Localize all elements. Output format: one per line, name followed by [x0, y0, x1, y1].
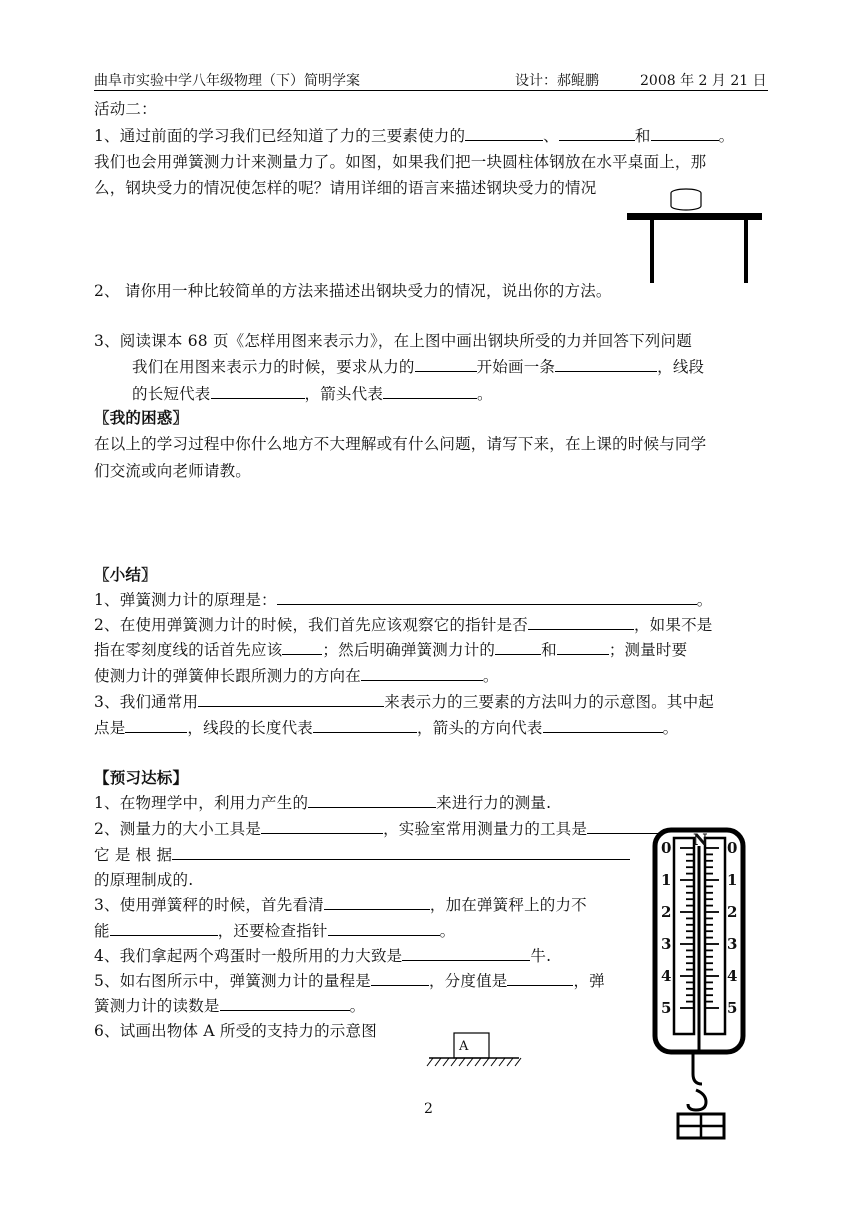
confusion-line2: 们交流或向老师请教。 — [94, 462, 252, 480]
blank[interactable] — [125, 718, 187, 733]
scale-label-right: 0 — [727, 839, 738, 857]
q1-line2: 我们也会用弹簧测力计来测量力了。如图，如果我们把一块圆柱体钢放在水平桌面上，那 — [94, 153, 707, 171]
q1-line3: 么，钢块受力的情况使怎样的呢？请用详细的语言来描述钢块受力的情况 — [94, 179, 597, 197]
scale-label-left: 3 — [661, 935, 672, 953]
scale-label-left: 1 — [661, 871, 672, 889]
summary-1: 1、弹簧测力计的原理是： 。 — [94, 591, 713, 609]
header-title: 曲阜市实验中学八年级物理（下）简明学案 — [94, 73, 360, 89]
preview-heading: 【预习达标】 — [94, 768, 189, 787]
confusion-line1: 在以上的学习过程中你什么地方不大理解或有什么问题，请写下来，在上课的时候与同学 — [94, 435, 707, 453]
q2: 2、 请你用一种比较简单的方法来描述出钢块受力的情况，说出你的方法。 — [94, 282, 612, 300]
preview-4: 4、我们拿起两个鸡蛋时一般所用的力大致是 牛. — [94, 947, 552, 965]
page-number: 2 — [424, 1101, 433, 1117]
blank[interactable] — [383, 384, 477, 399]
blank[interactable] — [211, 384, 305, 399]
blank[interactable] — [308, 793, 436, 808]
summary-2-line2: 指在零刻度线的话首先应该 ；然后明确弹簧测力计的 和 ；测量时要 — [94, 641, 688, 659]
blank[interactable] — [465, 126, 543, 141]
scale-label-right: 3 — [727, 935, 738, 953]
summary-3-line2: 点是 ，线段的长度代表 ，箭头的方向代表 。 — [94, 719, 679, 737]
blank[interactable] — [220, 996, 350, 1011]
preview-2-line1: 2、测量力的大小工具是 ，实验室常用测量力的工具是 — [94, 817, 731, 839]
preview-5-line1: 5、如右图所示中，弹簧测力计的量程是 ，分度值是 ，弹 — [94, 972, 605, 990]
blank[interactable] — [402, 946, 530, 961]
blank[interactable] — [328, 921, 440, 936]
header-rule — [94, 90, 768, 91]
scale-label-right: 4 — [727, 967, 738, 985]
blank[interactable] — [555, 357, 657, 372]
blank[interactable] — [651, 126, 719, 141]
preview-6: 6、试画出物体 A 所受的支持力的示意图 — [94, 1022, 377, 1040]
scale-unit: N — [693, 830, 708, 849]
blank[interactable] — [495, 640, 541, 655]
scale-label-left: 4 — [661, 967, 672, 985]
blank[interactable] — [543, 718, 663, 733]
blank[interactable] — [172, 845, 630, 860]
summary-heading: 〖小结〗 — [94, 565, 157, 584]
blank[interactable] — [415, 357, 477, 372]
scale-label-right: 1 — [727, 871, 738, 889]
q1-line1: 1、通过前面的学习我们已经知道了力的三要素使力的 、 和 。 — [94, 127, 735, 145]
blank[interactable] — [277, 590, 697, 605]
table-with-block-figure — [620, 185, 770, 285]
preview-3-line2: 能 ，还要检查指针 。 — [94, 922, 456, 940]
scale-label-left: 2 — [661, 903, 672, 921]
preview-5-line2: 簧测力计的读数是 。 — [94, 997, 366, 1015]
preview-1: 1、在物理学中，利用力产生的 来进行力的测量. — [94, 794, 552, 812]
scale-label-left: 0 — [661, 839, 672, 857]
q3-line3: 的长短代表 ，箭头代表 。 — [132, 385, 493, 403]
blank[interactable] — [559, 126, 635, 141]
header-date: 2008 年 2 月 21 日 — [640, 73, 767, 89]
scale-label-right: 2 — [727, 903, 738, 921]
blank[interactable] — [282, 640, 322, 655]
summary-3-line1: 3、我们通常用 来表示力的三要素的方法叫力的示意图。其中起 — [94, 693, 714, 711]
blank[interactable] — [110, 921, 218, 936]
blank[interactable] — [557, 640, 609, 655]
block-on-ground-figure — [425, 1033, 525, 1078]
blank[interactable] — [261, 819, 383, 834]
summary-2-line1: 2、在使用弹簧测力计的时候，我们首先应该观察它的指针是否 ，如果不是 — [94, 616, 713, 634]
blank[interactable] — [313, 718, 417, 733]
blank[interactable] — [198, 692, 384, 707]
preview-2-line3: 的原理制成的. — [94, 871, 194, 889]
block-label: A — [459, 1039, 469, 1054]
blank[interactable] — [324, 895, 430, 910]
preview-2-line2: 它 是 根 据 — [94, 843, 630, 865]
blank[interactable] — [371, 971, 429, 986]
blank[interactable] — [528, 615, 634, 630]
scale-label-left: 5 — [661, 999, 672, 1017]
q3-line1: 3、阅读课本 68 页《怎样用图来表示力》，在上图中画出钢块所受的力并回答下列问题 — [94, 332, 692, 350]
confusion-heading: 〖我的困惑〗 — [94, 408, 189, 427]
header-designer: 设计：郝鲲鹏 — [515, 73, 599, 89]
blank[interactable] — [507, 971, 573, 986]
preview-3-line1: 3、使用弹簧秤的时候，首先看清 ，加在弹簧秤上的力不 — [94, 896, 587, 914]
activity-heading: 活动二： — [94, 100, 157, 118]
q3-line2: 我们在用图来表示力的时候，要求从力的 开始画一条 ，线段 — [132, 358, 705, 376]
scale-label-right: 5 — [727, 999, 738, 1017]
blank[interactable] — [361, 666, 483, 681]
summary-2-line3: 使测力计的弹簧伸长跟所测力的方向在 。 — [94, 667, 499, 685]
